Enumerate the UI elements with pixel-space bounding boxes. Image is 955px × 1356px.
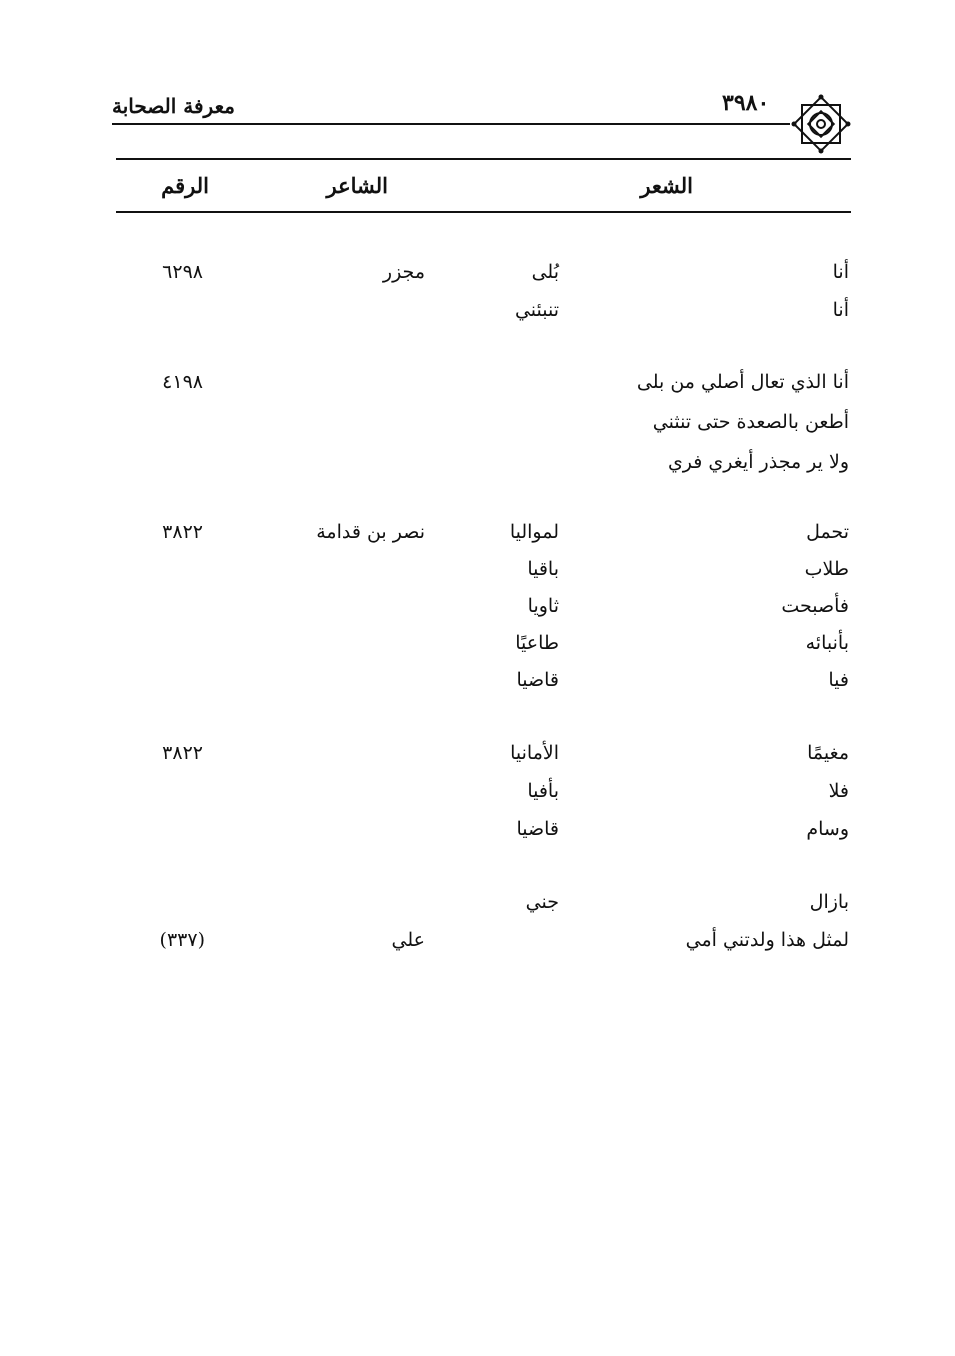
verse-end: باقيا: [527, 558, 559, 580]
verse-start: بازال: [809, 891, 849, 913]
verse-number: ٤١٩٨: [162, 371, 203, 393]
verse-start: مغيمًا: [807, 742, 849, 764]
verse-end: قاضيا: [516, 818, 559, 840]
column-header-poet: الشاعر: [326, 173, 388, 198]
verse-line: لمثل هذا ولدتني أمي: [685, 929, 849, 951]
verse-start: أنا: [832, 261, 849, 283]
verse-number: (٣٣٧): [159, 929, 205, 951]
verse-start: فأصبحت: [781, 595, 849, 617]
poet-name: علي: [391, 929, 425, 951]
table-top-rule: [116, 158, 851, 160]
verse-end: جني: [525, 891, 559, 913]
verse-end: لمواليا: [509, 521, 559, 543]
column-header-poetry: الشعر: [640, 173, 693, 198]
verse-number: ٣٨٢٢: [162, 742, 203, 764]
verse-end: بأفيا: [527, 780, 559, 802]
verse-end: بُلى: [531, 261, 559, 283]
verse-start: فلا: [828, 780, 849, 802]
poet-name: نصر بن قدامة: [316, 521, 425, 543]
verse-end: تنبئني: [514, 299, 559, 321]
column-header-number: الرقم: [161, 173, 209, 198]
poet-name: مجزر: [382, 261, 425, 283]
table-header-bottom-rule: [116, 211, 851, 213]
verse-line: ولا ير مجذر أيغري فري: [667, 451, 849, 473]
verse-start: تحمل: [806, 521, 849, 543]
verse-number: ٦٢٩٨: [162, 261, 203, 283]
verse-start: بأنبائه: [805, 632, 849, 654]
verse-end: الأمانيا: [510, 742, 559, 764]
book-title: معرفة الصحابة: [112, 94, 235, 118]
verse-start: فيا: [828, 669, 849, 691]
verse-end: قاضيا: [516, 669, 559, 691]
verse-line: أنا الذي تعال أصلي من بلى: [636, 371, 849, 393]
verse-start: وسام: [806, 818, 849, 840]
verse-start: طلاب: [804, 558, 849, 580]
verse-start: أنا: [832, 299, 849, 321]
header-rule: [112, 123, 790, 125]
verse-end: ثاويا: [527, 595, 559, 617]
verse-line: أطعن بالصعدة حتى تنثني: [652, 411, 849, 433]
octagonal-star-ornament-icon: [790, 93, 852, 155]
verse-number: ٣٨٢٢: [162, 521, 203, 543]
page-number: ٣٩٨٠: [722, 90, 770, 116]
verse-end: طاعيًا: [515, 632, 559, 654]
